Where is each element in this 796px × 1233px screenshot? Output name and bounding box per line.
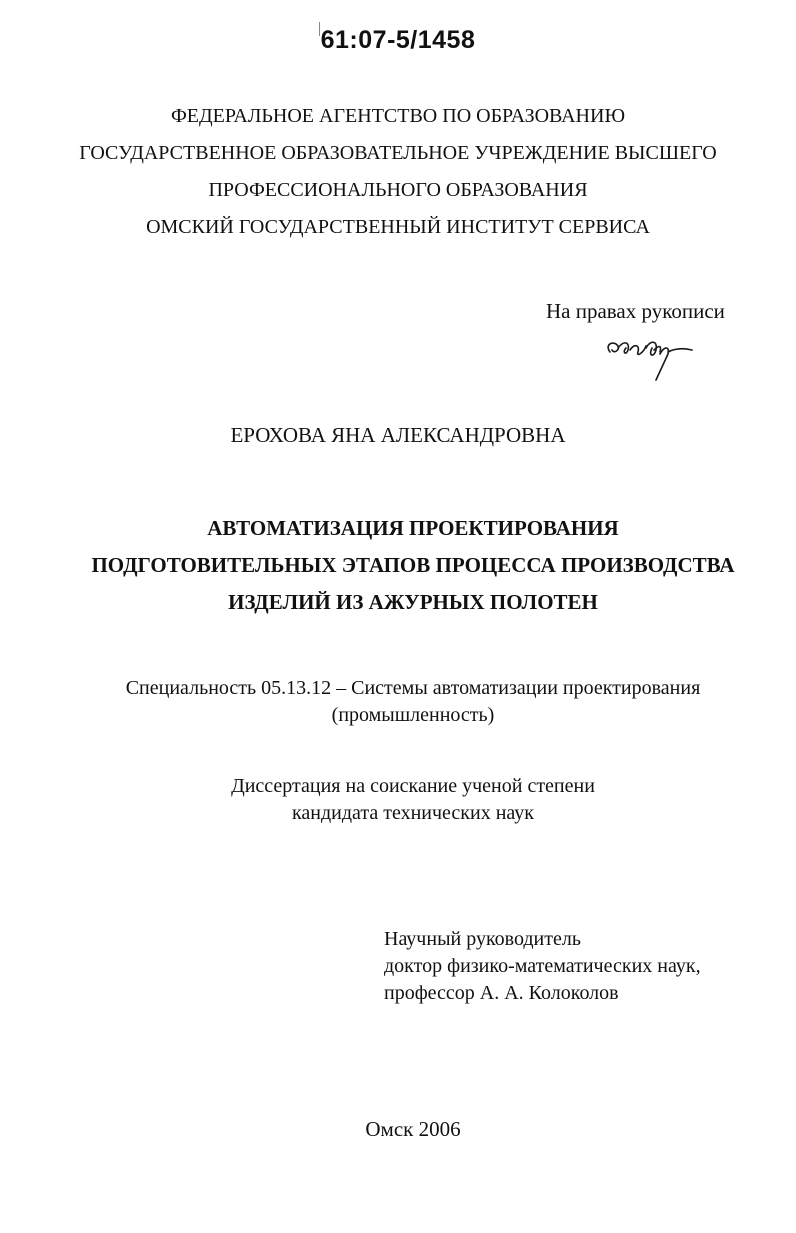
dissertation-title [0, 510, 796, 621]
title-line: АВТОМАТИЗАЦИЯ ПРОЕКТИРОВАНИЯ [207, 516, 619, 540]
supervisor-line: доктор физико-математических наук, [384, 955, 701, 977]
organization-line: ПРОФЕССИОНАЛЬНОГО ОБРАЗОВАНИЯ [208, 179, 588, 201]
degree-line: Диссертация на соискание ученой степени [231, 775, 595, 797]
catalog-number: 61:07-5/1458 [320, 26, 476, 54]
organization-line: ГОСУДАРСТВЕННОЕ ОБРАЗОВАТЕЛЬНОЕ УЧРЕЖДЕНИЕ ВЫСШЕГО [79, 142, 717, 164]
specialty-block [0, 675, 796, 729]
organization-line: ФЕДЕРАЛЬНОЕ АГЕНТСТВО ПО ОБРАЗОВАНИЮ [170, 105, 625, 127]
organization-block [0, 98, 796, 246]
city-year: Омск 2006 [365, 1117, 461, 1141]
organization-line: ОМСКИЙ ГОСУДАРСТВЕННЫЙ ИНСТИТУТ СЕРВИСА [146, 216, 650, 238]
specialty-line: Специальность 05.13.12 – Системы автоматизации проектирования [125, 677, 701, 699]
title-line: ИЗДЕЛИЙ ИЗ АЖУРНЫХ ПОЛОТЕН [228, 590, 598, 614]
degree-block [0, 773, 796, 827]
supervisor-line: Научный руководитель [384, 928, 581, 950]
degree-line: кандидата технических наук [291, 802, 535, 824]
signature-icon [600, 330, 700, 382]
supervisor-block [384, 926, 701, 1007]
manuscript-note: На правах рукописи [546, 299, 725, 323]
specialty-line: (промышленность) [331, 704, 495, 726]
author-name: ЕРОХОВА ЯНА АЛЕКСАНДРОВНА [230, 423, 566, 447]
title-line: ПОДГОТОВИТЕЛЬНЫХ ЭТАПОВ ПРОЦЕССА ПРОИЗВОДСТВА [91, 553, 735, 577]
supervisor-line: профессор А. А. Колоколов [384, 982, 619, 1004]
